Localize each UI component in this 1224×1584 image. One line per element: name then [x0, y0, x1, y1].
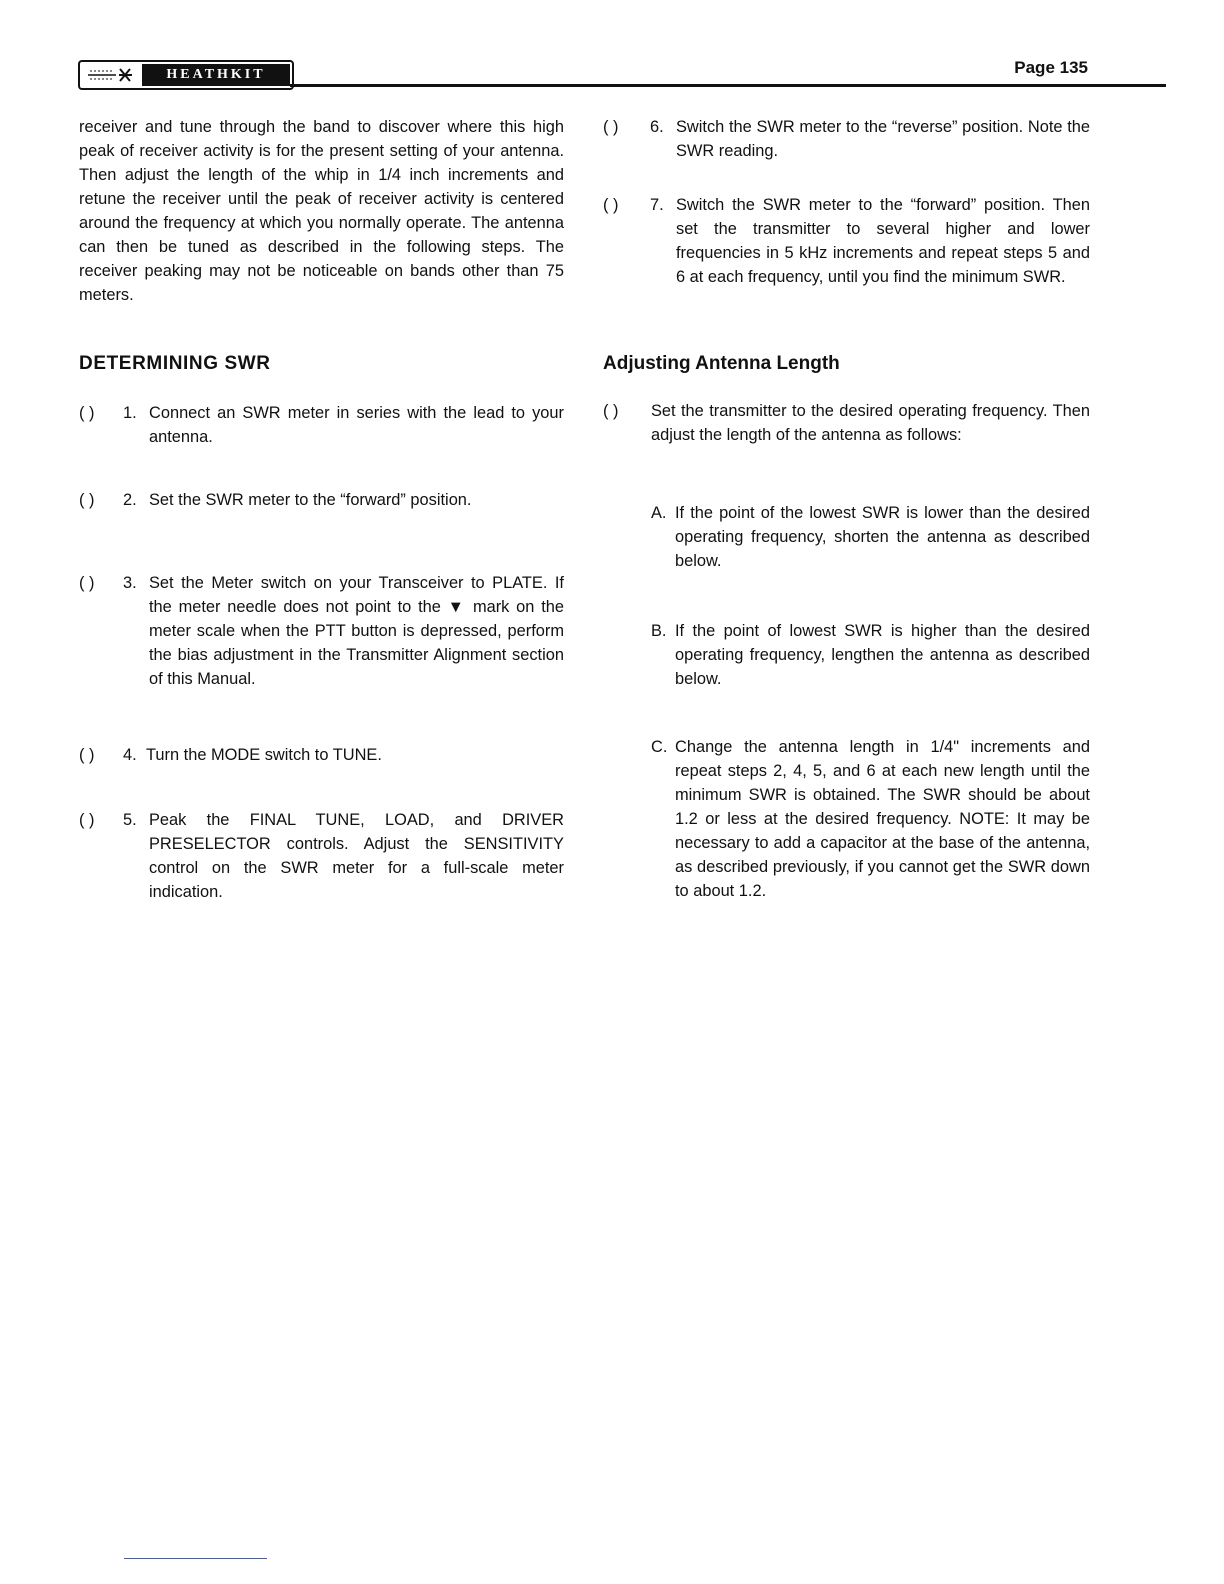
step-text: Set the transmitter to the desired operating frequency. Then adjust the length of the antenna as follows:	[651, 402, 1090, 444]
step-1	[79, 401, 564, 449]
sub-item-label: B.	[651, 622, 667, 640]
step-text: Set the SWR meter to the “forward” position.	[149, 491, 472, 509]
step-checkbox[interactable]: ( )	[79, 404, 95, 422]
step-number: 7.	[650, 196, 664, 214]
page-header	[78, 58, 1088, 92]
step-text: Switch the SWR meter to the “reverse” position. Note the SWR reading.	[676, 118, 1090, 160]
step-text: Turn the MODE switch to TUNE.	[146, 746, 382, 764]
step-checkbox[interactable]: ( )	[79, 491, 95, 509]
sub-item-a	[651, 501, 1090, 573]
sub-item-text: If the point of the lowest SWR is lower than the desired operating frequency, shorten the antenna as described below.	[675, 504, 1090, 570]
step-5	[79, 808, 564, 904]
step-3	[79, 571, 564, 691]
header-rule	[290, 84, 1166, 87]
adjust-step	[603, 399, 1090, 447]
heathkit-logo	[78, 60, 294, 90]
step-checkbox[interactable]: ( )	[603, 118, 619, 136]
step-text: Peak the FINAL TUNE, LOAD, and DRIVER PRESELECTOR controls. Adjust the SENSITIVITY control on the SWR meter for a full-scale meter indication.	[149, 811, 564, 901]
step-7	[603, 193, 1090, 313]
heathkit-logo-text: HEATHKIT	[142, 64, 290, 86]
step-text: Set the Meter switch on your Transceiver to PLATE. If the meter needle does not point to the ▼ mark on the meter scale when the PTT button is depressed, perform the bias adjustment in the Transmitter Alignment section of this Manual.	[149, 574, 564, 688]
step-2	[79, 488, 564, 512]
step-number: 3.	[123, 574, 137, 592]
intro-paragraph: receiver and tune through the band to discover where this high peak of receiver activity is for the present setting of your antenna. Then adjust the length of the whip in 1/4 inch increments and retune the receiver until the peak of receiver activity is centered around the frequency at which you normally operate. The antenna can then be tuned as described in the following steps. The receiver peaking may not be noticeable on bands other than 75 meters.	[79, 118, 564, 304]
step-text: Connect an SWR meter in series with the lead to your antenna.	[149, 404, 564, 446]
step-checkbox[interactable]: ( )	[79, 746, 95, 764]
step-text: Switch the SWR meter to the “forward” position. Then set the transmitter to several higher and lower frequencies in 5 kHz increments and repeat steps 5 and 6 at each frequency, until you find the minimum SWR.	[676, 196, 1090, 286]
sub-item-b	[651, 619, 1090, 691]
step-number: 5.	[123, 811, 137, 829]
sub-item-label: A.	[651, 504, 667, 522]
step-4	[79, 743, 564, 767]
step-number: 4.	[123, 746, 137, 764]
step-number: 6.	[650, 118, 664, 136]
footer-rule	[124, 1558, 267, 1559]
heathkit-emblem-icon	[86, 65, 138, 85]
step-checkbox[interactable]: ( )	[603, 196, 619, 214]
section-title-adjusting-antenna-length: Adjusting Antenna Length	[603, 353, 840, 374]
sub-item-label: C.	[651, 738, 668, 756]
step-6	[603, 115, 1090, 163]
sub-item-c	[651, 735, 1090, 903]
step-checkbox[interactable]: ( )	[79, 574, 95, 592]
page-number: Page 135	[1014, 58, 1088, 77]
step-number: 1.	[123, 404, 137, 422]
sub-item-text: If the point of lowest SWR is higher than the desired operating frequency, lengthen the antenna as described below.	[675, 622, 1090, 688]
sub-item-text: Change the antenna length in 1/4" increments and repeat steps 2, 4, 5, and 6 at each new length until the minimum SWR is obtained. The SWR should be about 1.2 or less at the desired frequency. NOTE: It may be necessary to add a capacitor at the base of the antenna, as described previously, if you cannot get the SWR down to about 1.2.	[675, 738, 1090, 900]
intro-paragraph-block	[79, 115, 564, 307]
section-title-determining-swr: DETERMINING SWR	[79, 353, 271, 374]
step-checkbox[interactable]: ( )	[79, 811, 95, 829]
step-number: 2.	[123, 491, 137, 509]
step-checkbox[interactable]: ( )	[603, 402, 619, 420]
